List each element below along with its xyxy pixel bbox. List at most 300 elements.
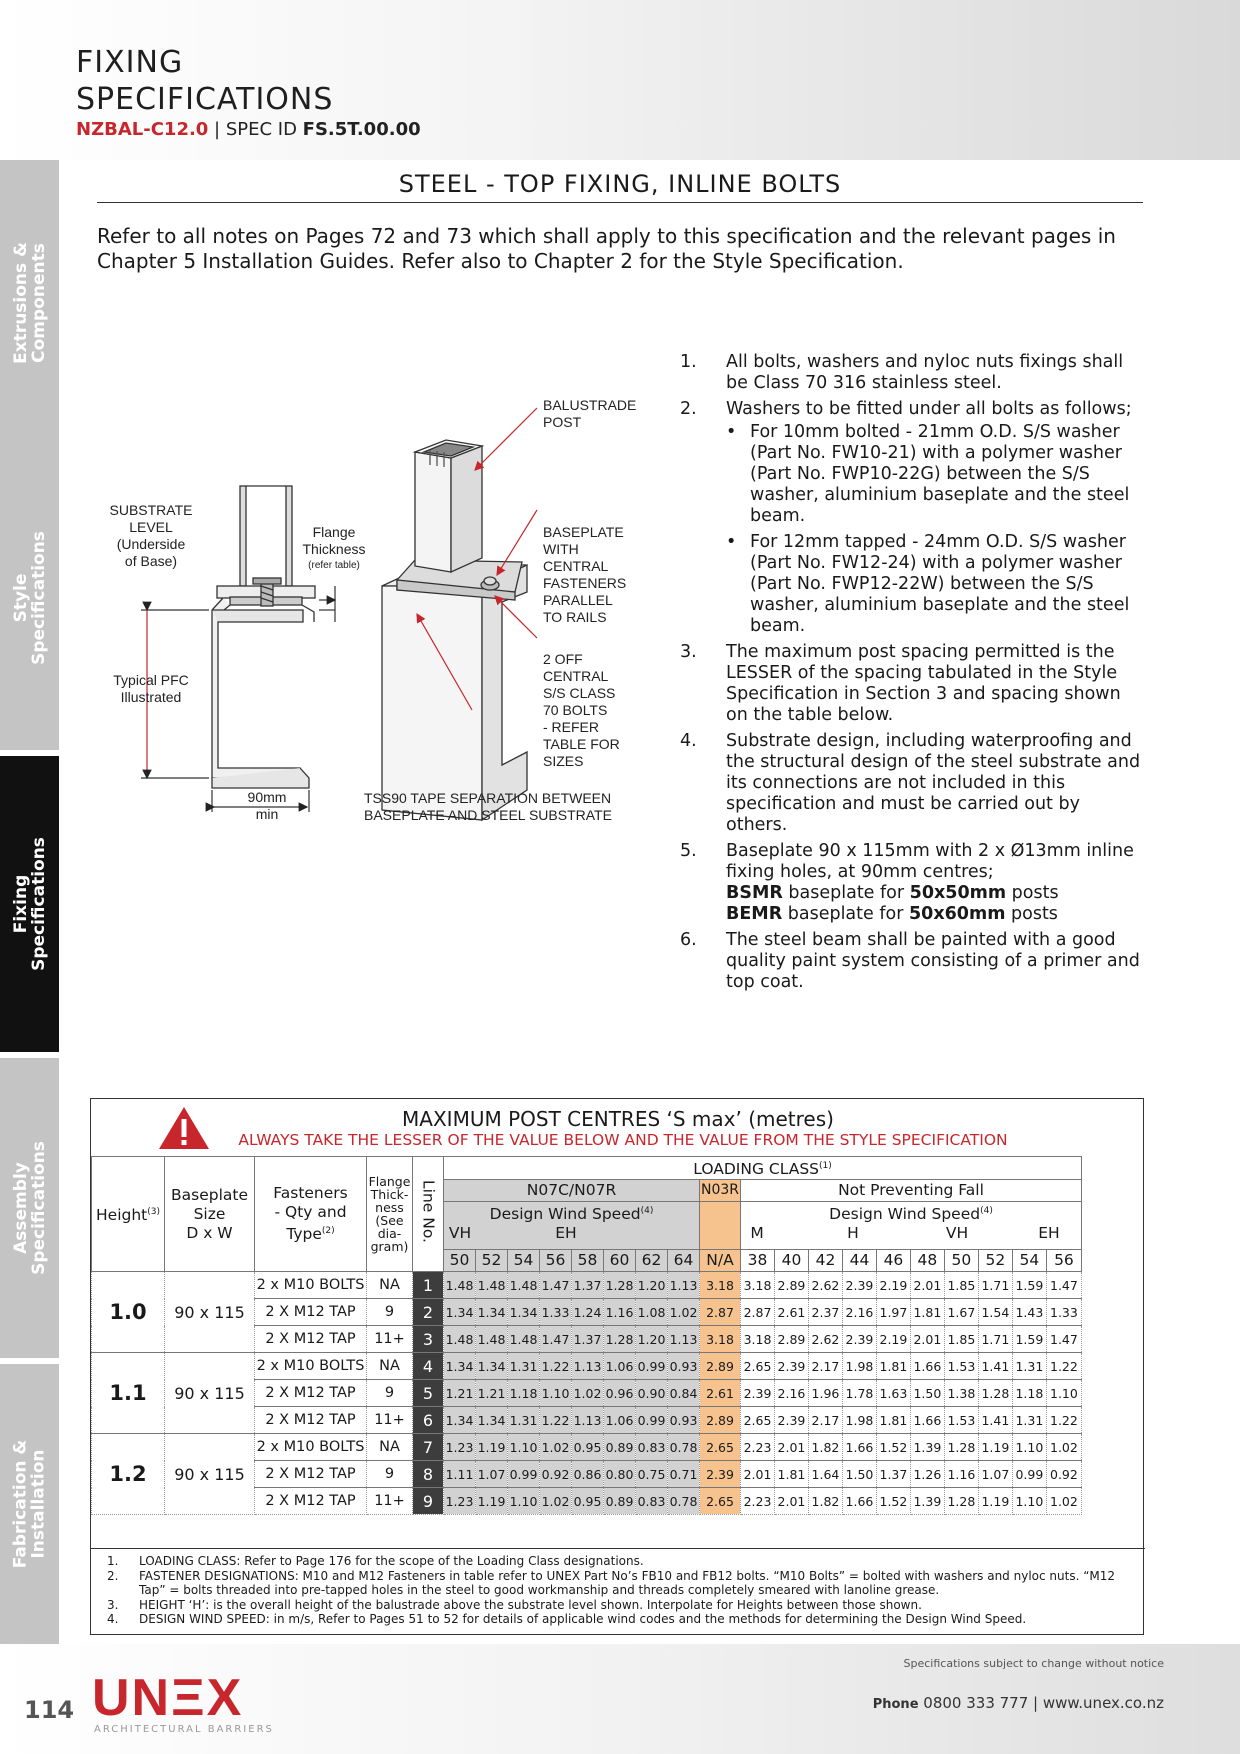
logo-tagline: ARCHITECTURAL BARRIERS — [94, 1724, 274, 1735]
flange-cell: 9 — [367, 1461, 413, 1488]
value-cell: 1.53 — [944, 1353, 978, 1380]
value-cell: 2.23 — [741, 1434, 775, 1461]
value-cell: 0.83 — [636, 1488, 668, 1515]
fasteners-cell: 2 X M12 TAP — [255, 1380, 367, 1407]
dws-header-g3: Design Wind Speed$^{(4)}$ M H VH EH — [741, 1202, 1082, 1250]
value-cell: 1.02 — [668, 1299, 700, 1326]
value-cell: 1.71 — [978, 1326, 1012, 1353]
contact-line: Phone 0800 333 777 | www.unex.co.nz — [872, 1694, 1164, 1712]
line-number-cell: 1 — [413, 1272, 444, 1299]
value-cell: 1.50 — [910, 1380, 944, 1407]
label-flange-thickness: Flange Thickness — [302, 524, 366, 557]
wind-speed-header: 42 — [808, 1250, 842, 1272]
title-divider — [97, 202, 1143, 203]
value-cell: 3.18 — [741, 1272, 775, 1299]
value-cell: 1.66 — [910, 1407, 944, 1434]
value-cell: 2.65 — [741, 1353, 775, 1380]
value-cell: 1.24 — [572, 1299, 604, 1326]
value-cell: 1.13 — [572, 1353, 604, 1380]
value-cell: 1.07 — [476, 1461, 508, 1488]
value-cell: 1.28 — [978, 1380, 1012, 1407]
bullet-item: • For 10mm bolted - 21mm O.D. S/S washer (Part No. FW10-21) with a polymer washer (Part No. FWP10-22G) between the S/S washer, aluminium baseplate and the steel beam. — [726, 422, 1145, 527]
value-cell: 1.02 — [1046, 1434, 1081, 1461]
value-cell: 1.81 — [774, 1461, 808, 1488]
wind-speed-header: 50 — [944, 1250, 978, 1272]
value-cell: 0.95 — [572, 1488, 604, 1515]
label-substrate-level: SUBSTRATE LEVEL (Underside of Base) — [109, 502, 193, 569]
footnote-number: 3. — [107, 1597, 119, 1612]
height-cell: 1.1 — [92, 1353, 165, 1434]
value-cell: 1.47 — [540, 1272, 572, 1299]
col-header-flange: Flange Thick- ness (See dia- gram) — [367, 1157, 413, 1272]
value-cell: 1.10 — [508, 1488, 540, 1515]
value-cell: 2.16 — [842, 1299, 876, 1326]
value-cell: 1.78 — [842, 1380, 876, 1407]
dws-header-g2 — [700, 1202, 741, 1250]
flange-cell: NA — [367, 1434, 413, 1461]
value-cell: 1.22 — [540, 1407, 572, 1434]
group-header-not-preventing-fall: Not Preventing Fall — [741, 1180, 1082, 1202]
value-cell: 0.93 — [668, 1407, 700, 1434]
value-cell: 1.48 — [444, 1326, 476, 1353]
value-cell: 2.39 — [774, 1407, 808, 1434]
sidebar-tab-assembly[interactable] — [0, 1058, 59, 1358]
wind-speed-header: 52 — [476, 1250, 508, 1272]
fasteners-cell: 2 X M12 TAP — [255, 1488, 367, 1515]
value-cell: 2.39 — [842, 1326, 876, 1353]
label-min-width: 90mm min — [247, 789, 287, 822]
value-cell: 1.02 — [1046, 1488, 1081, 1515]
sidebar-tab-fixing[interactable] — [0, 756, 59, 1052]
footnote-text: FASTENER DESIGNATIONS: M10 and M12 Fasteners in table refer to UNEX Part No’s FB10 and FB12 bolts. “M10 Bolts” = bolted with washers and nyloc nuts. “M12 Tap” = bolts threaded into pre-tapped holes in the steel to good workmanship and threads completely smeared with lanoline grease. — [139, 1568, 1116, 1597]
footnote-number: 4. — [107, 1612, 119, 1626]
value-cell: 1.53 — [944, 1407, 978, 1434]
value-cell: 1.98 — [842, 1353, 876, 1380]
flange-cell: 9 — [367, 1299, 413, 1326]
value-cell: 0.78 — [668, 1434, 700, 1461]
value-cell: 1.31 — [508, 1407, 540, 1434]
col-header-loading-class: LOADING CLASS$^{(1)}$ — [444, 1157, 1082, 1180]
label-bolts: 2 OFF CENTRAL S/S CLASS 70 BOLTS - REFER TABLE FOR SIZES — [543, 651, 620, 769]
value-cell: 1.39 — [910, 1434, 944, 1461]
wind-speed-header: 60 — [604, 1250, 636, 1272]
value-cell: 1.21 — [444, 1380, 476, 1407]
value-cell: 2.19 — [876, 1326, 910, 1353]
unex-logo: UNΞX — [92, 1669, 244, 1727]
baseplate-cell: 90 x 115 — [165, 1353, 255, 1434]
wind-speed-header: 54 — [508, 1250, 540, 1272]
value-cell: 0.89 — [604, 1434, 636, 1461]
value-cell: 1.59 — [1012, 1326, 1046, 1353]
value-cell: 1.20 — [636, 1272, 668, 1299]
value-cell: 2.19 — [876, 1272, 910, 1299]
value-cell: 1.02 — [572, 1380, 604, 1407]
value-cell: 1.66 — [842, 1488, 876, 1515]
value-cell: 1.18 — [508, 1380, 540, 1407]
value-cell: 1.08 — [636, 1299, 668, 1326]
page-number: 114 — [24, 1696, 75, 1724]
value-cell: 1.81 — [910, 1299, 944, 1326]
disclaimer: Specifications subject to change without notice — [903, 1657, 1164, 1670]
footnote-number: 2. — [107, 1568, 119, 1583]
wind-speed-header: 44 — [842, 1250, 876, 1272]
table-title: MAXIMUM POST CENTRES ‘S max’ (metres) — [402, 1107, 834, 1131]
value-cell: 1.34 — [476, 1407, 508, 1434]
post-centres-table — [91, 1156, 1082, 1515]
flange-cell: 11+ — [367, 1407, 413, 1434]
value-cell: 2.65 — [741, 1407, 775, 1434]
value-cell: 1.48 — [508, 1272, 540, 1299]
value-cell: 1.81 — [876, 1407, 910, 1434]
sidebar-tab-label: Fixing Specifications — [10, 837, 49, 971]
footnote — [107, 1598, 1145, 1613]
value-cell: 1.41 — [978, 1407, 1012, 1434]
value-cell: 1.10 — [1012, 1434, 1046, 1461]
line-number-cell: 2 — [413, 1299, 444, 1326]
fasteners-cell: 2 X M12 TAP — [255, 1326, 367, 1353]
value-cell: 1.37 — [572, 1272, 604, 1299]
note-item: 1. All bolts, washers and nyloc nuts fixings shall be Class 70 316 stainless steel. — [680, 352, 1124, 393]
line-number-cell: 8 — [413, 1461, 444, 1488]
wind-speed-header: 46 — [876, 1250, 910, 1272]
value-cell: 1.31 — [508, 1353, 540, 1380]
value-cell: 1.20 — [636, 1326, 668, 1353]
value-cell: 1.26 — [910, 1461, 944, 1488]
value-cell: 2.01 — [741, 1461, 775, 1488]
bullet-item: • For 12mm tapped - 24mm O.D. S/S washer (Part No. FW12-24) with a polymer washer (Part No. FWP12-22W) between the S/S washer, aluminium baseplate and the steel beam. — [726, 532, 1145, 637]
wind-speed-header: 54 — [1012, 1250, 1046, 1272]
label-typical-pfc: Typical PFC Illustrated — [113, 672, 189, 705]
wind-speed-header: 62 — [636, 1250, 668, 1272]
value-cell: 1.48 — [476, 1326, 508, 1353]
value-cell: 1.06 — [604, 1407, 636, 1434]
flange-cell: NA — [367, 1272, 413, 1299]
value-cell: 1.52 — [876, 1434, 910, 1461]
fasteners-cell: 2 X M12 TAP — [255, 1299, 367, 1326]
value-cell: 1.66 — [842, 1434, 876, 1461]
spec-notes — [680, 352, 1145, 998]
value-cell: 1.10 — [540, 1380, 572, 1407]
value-cell: 1.02 — [540, 1434, 572, 1461]
value-cell: 2.37 — [808, 1299, 842, 1326]
value-cell: 0.84 — [668, 1380, 700, 1407]
footnote-text: LOADING CLASS: Refer to Page 176 for the scope of the Loading Class designations. — [139, 1554, 644, 1568]
value-cell: 0.99 — [508, 1461, 540, 1488]
spec-line — [76, 119, 421, 140]
footnote-text: HEIGHT ‘H’: is the overall height of the balustrade above the substrate level shown. Interpolate for Heights between those shown. — [139, 1597, 922, 1612]
note-item: 3. The maximum post spacing permitted is the LESSER of the spacing tabulated in the Style Specification in Section 3 and spacing shown on the table below. — [680, 642, 1121, 725]
post-centres-table-box — [90, 1098, 1144, 1635]
wind-speed-header: 52 — [978, 1250, 1012, 1272]
value-cell: 1.18 — [1012, 1380, 1046, 1407]
footnote — [107, 1569, 1145, 1598]
section-title: STEEL - TOP FIXING, INLINE BOLTS — [398, 170, 842, 198]
value-cell: 0.92 — [1046, 1461, 1081, 1488]
col-header-fasteners: Fasteners - Qty and Type$^{(2)}$ — [255, 1157, 367, 1272]
value-cell: 1.59 — [1012, 1272, 1046, 1299]
sidebar-tab-label: Extrusions & Components — [10, 242, 49, 364]
wind-speed-header: 56 — [1046, 1250, 1081, 1272]
note-item: 6. The steel beam shall be painted with a good quality paint system consisting of a primer and top coat. — [680, 930, 1140, 992]
table-warning: ALWAYS TAKE THE LESSER OF THE VALUE BELOW AND THE VALUE FROM THE STYLE SPECIFICATION — [238, 1131, 1008, 1149]
value-cell: 2.61 — [774, 1299, 808, 1326]
value-cell: 2.89 — [774, 1326, 808, 1353]
baseplate-cell: 90 x 115 — [165, 1272, 255, 1353]
value-cell: 1.54 — [978, 1299, 1012, 1326]
value-cell: 1.43 — [1012, 1299, 1046, 1326]
wind-speed-header: N/A — [700, 1250, 741, 1272]
footnote-number: 1. — [107, 1554, 119, 1568]
value-cell: 0.92 — [540, 1461, 572, 1488]
note-item: 4. Substrate design, including waterproofing and the structural design of the steel substrate and its connections are not included in this specification and must be carried out by others. — [680, 731, 1141, 835]
value-cell: 2.17 — [808, 1407, 842, 1434]
value-cell: 3.18 — [700, 1272, 741, 1299]
value-cell: 1.22 — [1046, 1407, 1081, 1434]
value-cell: 2.01 — [774, 1488, 808, 1515]
fasteners-cell: 2 x M10 BOLTS — [255, 1272, 367, 1299]
value-cell: 2.62 — [808, 1272, 842, 1299]
value-cell: 1.28 — [604, 1326, 636, 1353]
value-cell: 1.64 — [808, 1461, 842, 1488]
wind-speed-header: 58 — [572, 1250, 604, 1272]
value-cell: 2.89 — [700, 1353, 741, 1380]
value-cell: 0.86 — [572, 1461, 604, 1488]
value-cell: 2.17 — [808, 1353, 842, 1380]
value-cell: 2.16 — [774, 1380, 808, 1407]
table-footnotes — [91, 1548, 1145, 1627]
value-cell: 2.89 — [774, 1272, 808, 1299]
value-cell: 1.48 — [476, 1272, 508, 1299]
value-cell: 2.39 — [741, 1380, 775, 1407]
value-cell: 2.01 — [774, 1434, 808, 1461]
value-cell: 1.85 — [944, 1326, 978, 1353]
value-cell: 1.47 — [540, 1326, 572, 1353]
group-header-n07: N07C/N07R — [444, 1180, 700, 1202]
value-cell: 1.48 — [444, 1272, 476, 1299]
value-cell: 2.87 — [741, 1299, 775, 1326]
sidebar-tab-label: Assembly Specifications — [10, 1141, 49, 1275]
value-cell: 1.47 — [1046, 1272, 1081, 1299]
line-number-cell: 6 — [413, 1407, 444, 1434]
value-cell: 1.67 — [944, 1299, 978, 1326]
value-cell: 0.89 — [604, 1488, 636, 1515]
value-cell: 1.66 — [910, 1353, 944, 1380]
spec-separator: | SPEC ID — [208, 119, 303, 140]
value-cell: 1.31 — [1012, 1353, 1046, 1380]
flange-cell: 11+ — [367, 1326, 413, 1353]
value-cell: 1.19 — [476, 1488, 508, 1515]
value-cell: 0.99 — [1012, 1461, 1046, 1488]
phone-number: 0800 333 777 — [918, 1694, 1029, 1712]
flange-cell: 9 — [367, 1380, 413, 1407]
fasteners-cell: 2 x M10 BOLTS — [255, 1353, 367, 1380]
note-item: 5. Baseplate 90 x 115mm with 2 x Ø13mm inline fixing holes, at 90mm centres; BSMR baseplate for 50x50mm posts BEMR baseplate for 50x60mm posts — [680, 841, 1134, 924]
value-cell: 1.97 — [876, 1299, 910, 1326]
value-cell: 1.13 — [668, 1326, 700, 1353]
value-cell: 2.39 — [842, 1272, 876, 1299]
value-cell: 3.18 — [700, 1326, 741, 1353]
label-balustrade-post: BALUSTRADE POST — [543, 397, 637, 430]
website-link[interactable]: www.unex.co.nz — [1042, 1694, 1164, 1712]
line-number-cell: 9 — [413, 1488, 444, 1515]
flange-cell: NA — [367, 1353, 413, 1380]
line-number-cell: 7 — [413, 1434, 444, 1461]
value-cell: 1.34 — [444, 1353, 476, 1380]
value-cell: 1.34 — [444, 1407, 476, 1434]
value-cell: 1.13 — [668, 1272, 700, 1299]
value-cell: 1.50 — [842, 1461, 876, 1488]
value-cell: 0.93 — [668, 1353, 700, 1380]
dws-header-g1: Design Wind Speed$^{(4)}$ VH EH — [444, 1202, 700, 1250]
fasteners-cell: 2 x M10 BOLTS — [255, 1434, 367, 1461]
value-cell: 2.01 — [910, 1272, 944, 1299]
footnote — [107, 1554, 1145, 1569]
value-cell: 1.34 — [444, 1299, 476, 1326]
value-cell: 1.37 — [572, 1326, 604, 1353]
value-cell: 1.10 — [508, 1434, 540, 1461]
fasteners-cell: 2 X M12 TAP — [255, 1461, 367, 1488]
value-cell: 1.19 — [476, 1434, 508, 1461]
table-row — [92, 1272, 1082, 1299]
value-cell: 1.63 — [876, 1380, 910, 1407]
fasteners-cell: 2 X M12 TAP — [255, 1407, 367, 1434]
sidebar-tab-extrusions[interactable] — [0, 160, 59, 446]
group-header-n03r: N03R — [700, 1180, 741, 1202]
table-body — [92, 1272, 1082, 1515]
value-cell: 1.47 — [1046, 1326, 1081, 1353]
value-cell: 0.95 — [572, 1434, 604, 1461]
value-cell: 0.99 — [636, 1407, 668, 1434]
value-cell: 1.96 — [808, 1380, 842, 1407]
intro-paragraph: Refer to all notes on Pages 72 and 73 which shall apply to this specification and the relevant pages in Chapter 5 Installation Guides. Refer also to Chapter 2 for the Style Specification. — [97, 224, 1116, 273]
value-cell: 1.07 — [978, 1461, 1012, 1488]
spec-id: FS.5T.00.00 — [302, 119, 421, 140]
value-cell: 1.13 — [572, 1407, 604, 1434]
height-cell: 1.2 — [92, 1434, 165, 1515]
value-cell: 1.33 — [1046, 1299, 1081, 1326]
value-cell: 1.98 — [842, 1407, 876, 1434]
value-cell: 3.18 — [741, 1326, 775, 1353]
col-header-line-no: Line No. — [413, 1157, 444, 1272]
value-cell: 1.48 — [508, 1326, 540, 1353]
value-cell: 2.23 — [741, 1488, 775, 1515]
value-cell: 2.62 — [808, 1326, 842, 1353]
footnote-text: DESIGN WIND SPEED: in m/s, Refer to Pages 51 to 52 for details of applicable wind codes and the methods for determining the Design Wind Speed. — [139, 1612, 1027, 1626]
flange-cell: 11+ — [367, 1488, 413, 1515]
chapter-sidebar — [0, 160, 59, 1644]
value-cell: 1.71 — [978, 1272, 1012, 1299]
line-number-cell: 3 — [413, 1326, 444, 1353]
label-refer-table: (refer table) — [308, 560, 360, 571]
table-row — [92, 1353, 1082, 1380]
sidebar-tab-label: Style Specifications — [10, 531, 49, 665]
wind-speed-header: 40 — [774, 1250, 808, 1272]
value-cell: 1.34 — [476, 1299, 508, 1326]
value-cell: 1.16 — [944, 1461, 978, 1488]
value-cell: 1.10 — [1012, 1488, 1046, 1515]
table-row — [92, 1434, 1082, 1461]
value-cell: 0.80 — [604, 1461, 636, 1488]
spec-code: NZBAL-C12.0 — [76, 119, 209, 140]
sidebar-tab-fabrication[interactable] — [0, 1364, 59, 1644]
value-cell: 2.89 — [700, 1407, 741, 1434]
height-cell: 1.0 — [92, 1272, 165, 1353]
page-title: FIXING SPECIFICATIONS — [76, 45, 334, 117]
fixing-diagram — [97, 390, 657, 835]
value-cell: 2.39 — [700, 1461, 741, 1488]
line-number-cell: 5 — [413, 1380, 444, 1407]
value-cell: 1.82 — [808, 1488, 842, 1515]
value-cell: 1.19 — [978, 1488, 1012, 1515]
value-cell: 1.85 — [944, 1272, 978, 1299]
value-cell: 1.11 — [444, 1461, 476, 1488]
value-cell: 1.37 — [876, 1461, 910, 1488]
footnote — [107, 1612, 1145, 1627]
value-cell: 1.23 — [444, 1434, 476, 1461]
value-cell: 1.81 — [876, 1353, 910, 1380]
section-view — [212, 486, 315, 788]
wind-speed-header: 48 — [910, 1250, 944, 1272]
note-item: 2. Washers to be fitted under all bolts as follows; • For 10mm bolted - 21mm O.D. S/S washer (Part No. FW10-21) with a polymer washer (Part No. FWP10-22G) between the S/S washer, aluminium baseplate and the steel beam. • For 12mm tapped - 24mm O.D. S/S washer (Part No. FW12-24) with a polymer washer (Part No. FWP12-22W) between the S/S washer, aluminium baseplate and the steel beam. — [680, 399, 1145, 637]
value-cell: 1.28 — [604, 1272, 636, 1299]
value-cell: 0.75 — [636, 1461, 668, 1488]
value-cell: 2.39 — [774, 1353, 808, 1380]
value-cell: 1.02 — [540, 1488, 572, 1515]
value-cell: 1.16 — [604, 1299, 636, 1326]
baseplate-cell: 90 x 115 — [165, 1434, 255, 1515]
label-baseplate: BASEPLATE WITH CENTRAL FASTENERS PARALLEL TO RAILS — [543, 524, 627, 625]
col-header-height: Height$^{(3)}$ — [92, 1157, 165, 1272]
value-cell: 1.39 — [910, 1488, 944, 1515]
value-cell: 1.22 — [540, 1353, 572, 1380]
value-cell: 1.28 — [944, 1488, 978, 1515]
sidebar-tab-style[interactable] — [0, 446, 59, 750]
value-cell: 1.10 — [1046, 1380, 1081, 1407]
value-cell: 0.83 — [636, 1434, 668, 1461]
isometric-view — [382, 440, 527, 820]
value-cell: 2.65 — [700, 1488, 741, 1515]
value-cell: 1.33 — [540, 1299, 572, 1326]
col-header-baseplate: Baseplate Size D x W — [165, 1157, 255, 1272]
value-cell: 0.71 — [668, 1461, 700, 1488]
value-cell: 1.21 — [476, 1380, 508, 1407]
value-cell: 1.22 — [1046, 1353, 1081, 1380]
value-cell: 1.23 — [444, 1488, 476, 1515]
value-cell: 2.87 — [700, 1299, 741, 1326]
wind-speed-header: 50 — [444, 1250, 476, 1272]
value-cell: 1.52 — [876, 1488, 910, 1515]
value-cell: 1.31 — [1012, 1407, 1046, 1434]
sidebar-tab-label: Fabrication & Installation — [10, 1439, 49, 1569]
value-cell: 0.96 — [604, 1380, 636, 1407]
line-number-cell: 4 — [413, 1353, 444, 1380]
value-cell: 1.19 — [978, 1434, 1012, 1461]
value-cell: 0.78 — [668, 1488, 700, 1515]
value-cell: 0.90 — [636, 1380, 668, 1407]
value-cell: 2.65 — [700, 1434, 741, 1461]
value-cell: 1.38 — [944, 1380, 978, 1407]
value-cell: 1.34 — [476, 1353, 508, 1380]
value-cell: 1.06 — [604, 1353, 636, 1380]
value-cell: 1.41 — [978, 1353, 1012, 1380]
value-cell: 0.99 — [636, 1353, 668, 1380]
wind-speed-header: 56 — [540, 1250, 572, 1272]
label-tape-separation: TSS90 TAPE SEPARATION BETWEEN BASEPLATE AND STEEL SUBSTRATE — [364, 790, 612, 823]
wind-speed-header: 64 — [668, 1250, 700, 1272]
value-cell: 1.28 — [944, 1434, 978, 1461]
value-cell: 2.01 — [910, 1326, 944, 1353]
value-cell: 1.34 — [508, 1299, 540, 1326]
